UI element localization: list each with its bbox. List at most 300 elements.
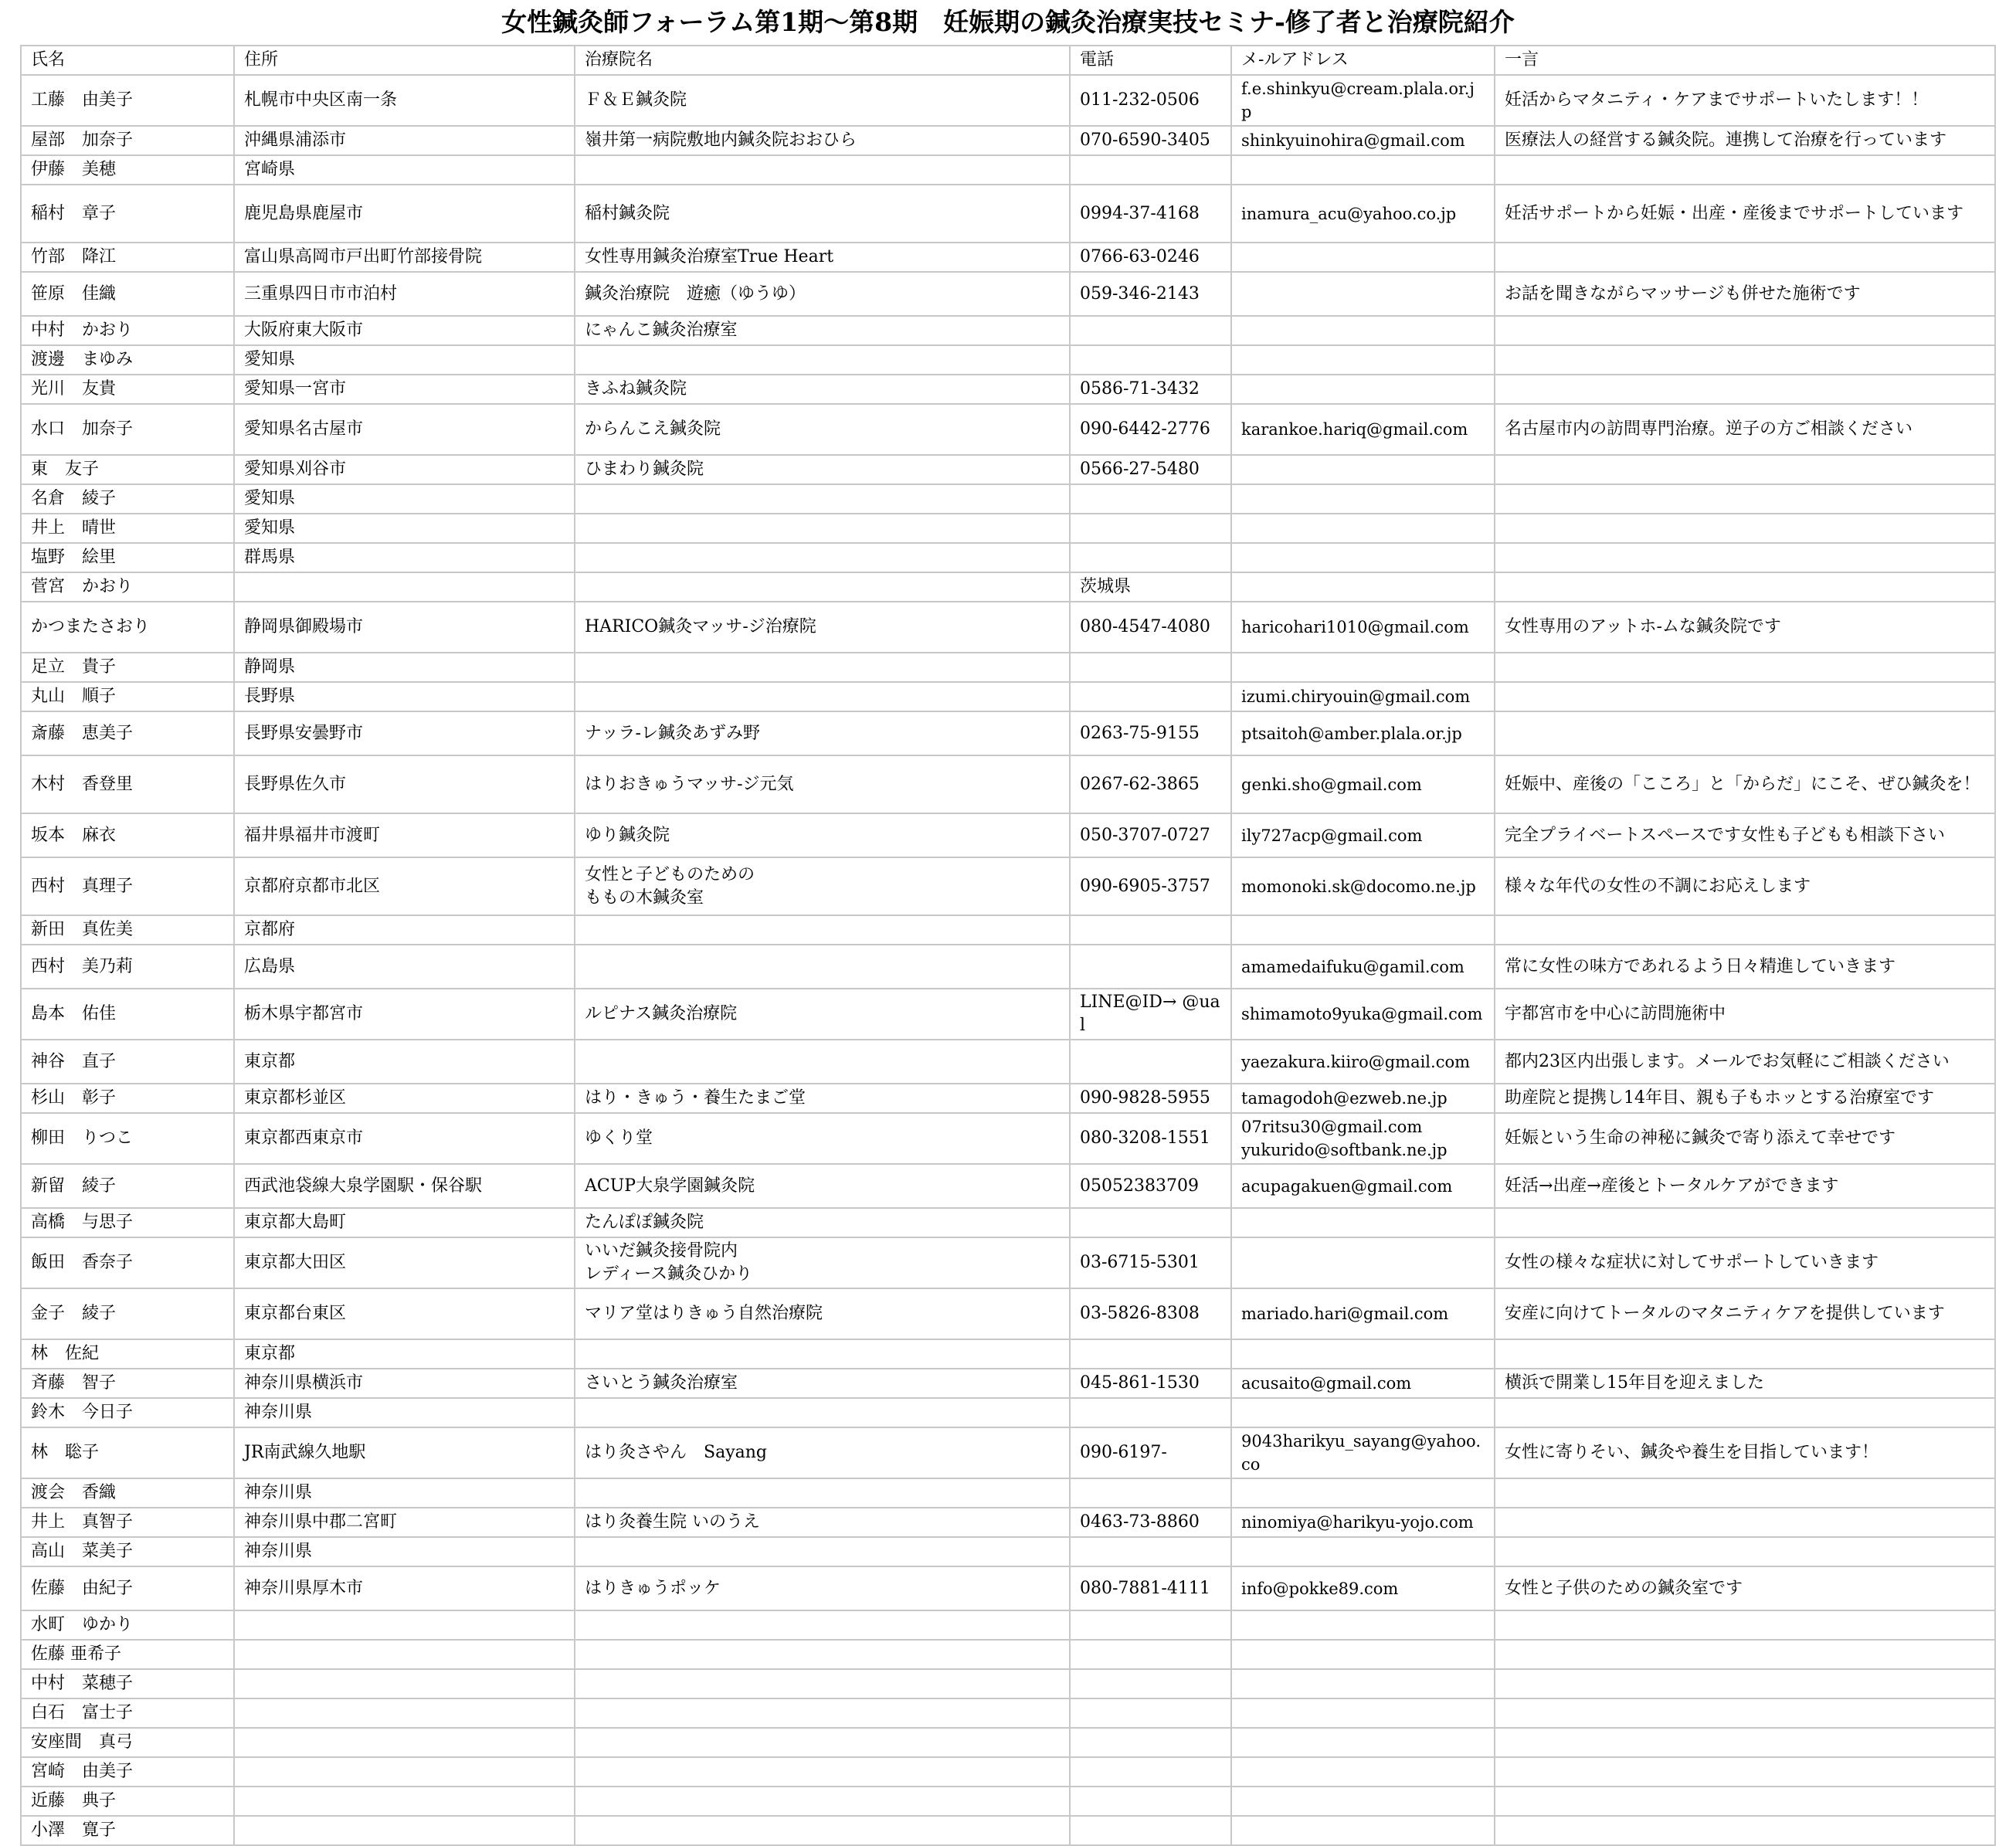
table-row — [21, 1398, 1995, 1427]
address-cell: 鹿児島県鹿屋市 — [234, 185, 575, 243]
clinic-cell: はり灸養生院 いのうえ — [575, 1508, 1070, 1537]
clinic-cell — [575, 543, 1070, 572]
comment-cell — [1495, 1610, 1995, 1640]
table-row — [21, 602, 1995, 653]
address-cell: 栃木県宇都宮市 — [234, 989, 575, 1040]
email-cell — [1231, 1610, 1495, 1640]
email-cell — [1231, 272, 1495, 316]
address-cell — [234, 1669, 575, 1698]
email-cell: 07ritsu30@gmail.com yukurido@softbank.ne.jp — [1231, 1113, 1495, 1164]
clinic-cell — [575, 682, 1070, 711]
email-cell: momonoki.sk@docomo.ne.jp — [1231, 857, 1495, 915]
table-row — [21, 945, 1995, 989]
comment-cell — [1495, 1757, 1995, 1787]
phone-cell — [1070, 1398, 1231, 1427]
comment-cell: 女性の様々な症状に対してサポートしていきます — [1495, 1237, 1995, 1288]
phone-cell — [1070, 316, 1231, 345]
address-cell: 東京都 — [234, 1040, 575, 1084]
name-cell: 新留 綾子 — [21, 1164, 234, 1208]
table-row — [21, 857, 1995, 915]
phone-cell: 059-346-2143 — [1070, 272, 1231, 316]
comment-cell — [1495, 1478, 1995, 1508]
table-row — [21, 455, 1995, 484]
table-row — [21, 375, 1995, 404]
clinic-cell — [575, 1339, 1070, 1369]
comment-cell: 宇都宮市を中心に訪問施術中 — [1495, 989, 1995, 1040]
address-cell — [234, 1640, 575, 1669]
name-cell: 斉藤 智子 — [21, 1369, 234, 1398]
email-cell — [1231, 572, 1495, 602]
address-cell: 愛知県一宮市 — [234, 375, 575, 404]
clinic-cell: からんこえ鍼灸院 — [575, 404, 1070, 455]
address-cell: 愛知県 — [234, 514, 575, 543]
comment-cell — [1495, 711, 1995, 755]
phone-cell — [1070, 1208, 1231, 1237]
clinic-cell: ルピナス鍼灸治療院 — [575, 989, 1070, 1040]
clinic-cell: はり灸さやん Sayang — [575, 1427, 1070, 1478]
name-cell: 西村 美乃莉 — [21, 945, 234, 989]
address-cell: 愛知県名古屋市 — [234, 404, 575, 455]
header-clinic: 治療院名 — [575, 46, 1070, 75]
comment-cell: 医療法人の経営する鍼灸院。連携して治療を行っています — [1495, 126, 1995, 155]
comment-cell: 横浜で開業し15年目を迎えました — [1495, 1369, 1995, 1398]
phone-cell — [1070, 1757, 1231, 1787]
comment-cell: 妊活→出産→産後とトータルケアができます — [1495, 1164, 1995, 1208]
phone-cell — [1070, 1478, 1231, 1508]
name-cell: 西村 真理子 — [21, 857, 234, 915]
email-cell: ily727acp@gmail.com — [1231, 813, 1495, 857]
email-cell — [1231, 915, 1495, 945]
table-row — [21, 1728, 1995, 1757]
name-cell: 近藤 典子 — [21, 1787, 234, 1816]
table-row — [21, 572, 1995, 602]
comment-cell — [1495, 484, 1995, 514]
name-cell: 竹部 降江 — [21, 243, 234, 272]
phone-cell: 0263-75-9155 — [1070, 711, 1231, 755]
name-cell: 足立 貴子 — [21, 653, 234, 682]
address-cell: 静岡県 — [234, 653, 575, 682]
clinic-cell: 嶺井第一病院敷地内鍼灸院おおひら — [575, 126, 1070, 155]
email-cell: inamura_acu@yahoo.co.jp — [1231, 185, 1495, 243]
address-cell — [234, 1728, 575, 1757]
table-body — [21, 75, 1995, 1845]
table-row — [21, 1537, 1995, 1566]
table-row — [21, 915, 1995, 945]
name-cell: 宮崎 由美子 — [21, 1757, 234, 1787]
clinic-cell — [575, 915, 1070, 945]
table-row — [21, 1669, 1995, 1698]
phone-cell: 0766-63-0246 — [1070, 243, 1231, 272]
phone-cell: 05052383709 — [1070, 1164, 1231, 1208]
email-cell — [1231, 243, 1495, 272]
email-cell — [1231, 345, 1495, 375]
phone-cell — [1070, 1698, 1231, 1728]
comment-cell: 妊活からマタニティ・ケアまでサポートいたします！！ — [1495, 75, 1995, 126]
phone-cell — [1070, 1728, 1231, 1757]
email-cell — [1231, 455, 1495, 484]
name-cell: 金子 綾子 — [21, 1288, 234, 1339]
phone-cell — [1070, 1339, 1231, 1369]
email-cell — [1231, 1237, 1495, 1288]
phone-cell: 070-6590-3405 — [1070, 126, 1231, 155]
table-row — [21, 1787, 1995, 1816]
table-row — [21, 75, 1995, 126]
clinic-cell: HARICO鍼灸マッサ-ジ治療院 — [575, 602, 1070, 653]
name-cell: 渡会 香織 — [21, 1478, 234, 1508]
clinic-cell — [575, 945, 1070, 989]
name-cell: 島本 佑佳 — [21, 989, 234, 1040]
email-cell — [1231, 1208, 1495, 1237]
comment-cell — [1495, 1816, 1995, 1845]
address-cell: 神奈川県 — [234, 1478, 575, 1508]
phone-cell — [1070, 1787, 1231, 1816]
email-cell — [1231, 1398, 1495, 1427]
comment-cell: 女性と子供のための鍼灸室です — [1495, 1566, 1995, 1610]
address-cell: 宮崎県 — [234, 155, 575, 185]
table-row — [21, 345, 1995, 375]
comment-cell — [1495, 155, 1995, 185]
address-cell: 愛知県 — [234, 484, 575, 514]
name-cell: 東 友子 — [21, 455, 234, 484]
table-row — [21, 989, 1995, 1040]
table-row — [21, 484, 1995, 514]
phone-cell — [1070, 155, 1231, 185]
phone-cell: 045-861-1530 — [1070, 1369, 1231, 1398]
name-cell: かつまたさおり — [21, 602, 234, 653]
address-cell — [234, 1698, 575, 1728]
email-cell — [1231, 1669, 1495, 1698]
clinic-cell — [575, 1040, 1070, 1084]
clinic-cell: マリア堂はりきゅう自然治療院 — [575, 1288, 1070, 1339]
name-cell: 高山 菜美子 — [21, 1537, 234, 1566]
clinic-cell: ACUP大泉学園鍼灸院 — [575, 1164, 1070, 1208]
email-cell: 9043harikyu_sayang@yahoo.co — [1231, 1427, 1495, 1478]
name-cell: 佐藤 亜希子 — [21, 1640, 234, 1669]
clinic-cell — [575, 155, 1070, 185]
table-row — [21, 1339, 1995, 1369]
clinic-cell: 鍼灸治療院 遊癒（ゆうゆ） — [575, 272, 1070, 316]
table-row — [21, 1698, 1995, 1728]
comment-cell: 女性に寄りそい、鍼灸や養生を目指しています！ — [1495, 1427, 1995, 1478]
phone-cell: 03-5826-8308 — [1070, 1288, 1231, 1339]
name-cell: 井上 真智子 — [21, 1508, 234, 1537]
phone-cell: 050-3707-0727 — [1070, 813, 1231, 857]
comment-cell: 助産院と提携し14年目、親も子もホッとする治療室です — [1495, 1084, 1995, 1113]
phone-cell: 0994-37-4168 — [1070, 185, 1231, 243]
address-cell: 神奈川県厚木市 — [234, 1566, 575, 1610]
clinic-cell: Ｆ＆Ｅ鍼灸院 — [575, 75, 1070, 126]
address-cell — [234, 1610, 575, 1640]
name-cell: 屋部 加奈子 — [21, 126, 234, 155]
email-cell: mariado.hari@gmail.com — [1231, 1288, 1495, 1339]
clinic-cell — [575, 1787, 1070, 1816]
clinic-cell: いいだ鍼灸接骨院内 レディース鍼灸ひかり — [575, 1237, 1070, 1288]
phone-cell — [1070, 1640, 1231, 1669]
email-cell — [1231, 1728, 1495, 1757]
phone-cell: 090-6442-2776 — [1070, 404, 1231, 455]
comment-cell — [1495, 1339, 1995, 1369]
phone-cell: 080-3208-1551 — [1070, 1113, 1231, 1164]
email-cell — [1231, 1339, 1495, 1369]
address-cell: 広島県 — [234, 945, 575, 989]
email-cell — [1231, 1537, 1495, 1566]
address-cell: 東京都 — [234, 1339, 575, 1369]
comment-cell: 完全プライベートスペースです女性も子どもも相談下さい — [1495, 813, 1995, 857]
phone-cell — [1070, 1040, 1231, 1084]
name-cell: 林 聡子 — [21, 1427, 234, 1478]
name-cell: 小澤 寛子 — [21, 1816, 234, 1845]
address-cell: 群馬県 — [234, 543, 575, 572]
comment-cell — [1495, 375, 1995, 404]
clinic-cell — [575, 1640, 1070, 1669]
address-cell — [234, 1757, 575, 1787]
table-row — [21, 755, 1995, 813]
table-row — [21, 155, 1995, 185]
address-cell: 長野県安曇野市 — [234, 711, 575, 755]
email-cell — [1231, 1698, 1495, 1728]
table-row — [21, 243, 1995, 272]
phone-cell: 0586-71-3432 — [1070, 375, 1231, 404]
name-cell: 白石 富士子 — [21, 1698, 234, 1728]
header-row — [21, 46, 1995, 75]
phone-cell: 090-6197- — [1070, 1427, 1231, 1478]
name-cell: 斎藤 恵美子 — [21, 711, 234, 755]
email-cell: yaezakura.kiiro@gmail.com — [1231, 1040, 1495, 1084]
address-cell: 東京都西東京市 — [234, 1113, 575, 1164]
phone-cell — [1070, 514, 1231, 543]
clinic-cell — [575, 484, 1070, 514]
address-cell: 愛知県 — [234, 345, 575, 375]
table-row — [21, 272, 1995, 316]
phone-cell: 0566-27-5480 — [1070, 455, 1231, 484]
clinic-cell: ゆり鍼灸院 — [575, 813, 1070, 857]
clinic-cell: 女性と子どものための ももの木鍼灸室 — [575, 857, 1070, 915]
table-row — [21, 1084, 1995, 1113]
clinic-cell — [575, 1728, 1070, 1757]
comment-cell — [1495, 1508, 1995, 1537]
comment-cell: 妊娠という生命の神秘に鍼灸で寄り添えて幸せです — [1495, 1113, 1995, 1164]
clinic-cell — [575, 1698, 1070, 1728]
comment-cell: お話を聞きながらマッサージも併せた施術です — [1495, 272, 1995, 316]
email-cell — [1231, 155, 1495, 185]
name-cell: 安座間 真弓 — [21, 1728, 234, 1757]
phone-cell: 090-6905-3757 — [1070, 857, 1231, 915]
comment-cell — [1495, 345, 1995, 375]
table-row — [21, 543, 1995, 572]
table-row — [21, 1427, 1995, 1478]
table-row — [21, 404, 1995, 455]
phone-cell: 03-6715-5301 — [1070, 1237, 1231, 1288]
name-cell: 光川 友貴 — [21, 375, 234, 404]
header-email: メ-ルアドレス — [1231, 46, 1495, 75]
clinic-cell: 女性専用鍼灸治療室True Heart — [575, 243, 1070, 272]
table-row — [21, 813, 1995, 857]
email-cell — [1231, 543, 1495, 572]
name-cell: 佐藤 由紀子 — [21, 1566, 234, 1610]
table-row — [21, 514, 1995, 543]
phone-cell: 011-232-0506 — [1070, 75, 1231, 126]
address-cell: 三重県四日市市泊村 — [234, 272, 575, 316]
name-cell: 新田 真佐美 — [21, 915, 234, 945]
email-cell — [1231, 316, 1495, 345]
phone-cell: 080-4547-4080 — [1070, 602, 1231, 653]
clinic-cell — [575, 1398, 1070, 1427]
phone-cell — [1070, 1610, 1231, 1640]
address-cell — [234, 572, 575, 602]
email-cell — [1231, 375, 1495, 404]
clinic-cell: はり・きゅう・養生たまご堂 — [575, 1084, 1070, 1113]
name-cell: 笹原 佳織 — [21, 272, 234, 316]
table-row — [21, 653, 1995, 682]
table-row — [21, 1640, 1995, 1669]
address-cell: 西武池袋線大泉学園駅・保谷駅 — [234, 1164, 575, 1208]
name-cell: 木村 香登里 — [21, 755, 234, 813]
name-cell: 塩野 絵里 — [21, 543, 234, 572]
address-cell: 富山県高岡市戸出町竹部接骨院 — [234, 243, 575, 272]
comment-cell — [1495, 682, 1995, 711]
address-cell: JR南武線久地駅 — [234, 1427, 575, 1478]
clinic-cell: にゃんこ鍼灸治療室 — [575, 316, 1070, 345]
table-row — [21, 1040, 1995, 1084]
clinic-cell — [575, 1757, 1070, 1787]
comment-cell — [1495, 514, 1995, 543]
table-row — [21, 1508, 1995, 1537]
email-cell: acupagakuen@gmail.com — [1231, 1164, 1495, 1208]
address-cell: 札幌市中央区南一条 — [234, 75, 575, 126]
comment-cell — [1495, 455, 1995, 484]
phone-cell: LINE@ID→ @ual — [1070, 989, 1231, 1040]
address-cell: 神奈川県中郡二宮町 — [234, 1508, 575, 1537]
comment-cell — [1495, 1640, 1995, 1669]
email-cell: acusaito@gmail.com — [1231, 1369, 1495, 1398]
phone-cell: 080-7881-4111 — [1070, 1566, 1231, 1610]
email-cell — [1231, 1478, 1495, 1508]
comment-cell — [1495, 1728, 1995, 1757]
address-cell: 東京都杉並区 — [234, 1084, 575, 1113]
comment-cell — [1495, 1398, 1995, 1427]
phone-cell — [1070, 682, 1231, 711]
table-row — [21, 1757, 1995, 1787]
name-cell: 神谷 直子 — [21, 1040, 234, 1084]
name-cell: 名倉 綾子 — [21, 484, 234, 514]
comment-cell: 妊娠中、産後の「こころ」と「からだ」にこそ、ぜひ鍼灸を！ — [1495, 755, 1995, 813]
header-comment: 一言 — [1495, 46, 1995, 75]
email-cell — [1231, 484, 1495, 514]
address-cell: 大阪府東大阪市 — [234, 316, 575, 345]
address-cell: 沖縄県浦添市 — [234, 126, 575, 155]
address-cell: 神奈川県 — [234, 1398, 575, 1427]
name-cell: 丸山 順子 — [21, 682, 234, 711]
table-row — [21, 1164, 1995, 1208]
name-cell: 鈴木 今日子 — [21, 1398, 234, 1427]
comment-cell: 都内23区内出張します。メールでお気軽にご相談ください — [1495, 1040, 1995, 1084]
email-cell — [1231, 1757, 1495, 1787]
email-cell: shinkyuinohira@gmail.com — [1231, 126, 1495, 155]
clinic-cell — [575, 572, 1070, 602]
email-cell: izumi.chiryouin@gmail.com — [1231, 682, 1495, 711]
email-cell: shimamoto9yuka@gmail.com — [1231, 989, 1495, 1040]
header-phone: 電話 — [1070, 46, 1231, 75]
email-cell — [1231, 1787, 1495, 1816]
comment-cell — [1495, 316, 1995, 345]
header-name: 氏名 — [21, 46, 234, 75]
table-row — [21, 1288, 1995, 1339]
clinic-cell: 稲村鍼灸院 — [575, 185, 1070, 243]
phone-cell — [1070, 1669, 1231, 1698]
address-cell: 神奈川県 — [234, 1537, 575, 1566]
name-cell: 坂本 麻衣 — [21, 813, 234, 857]
table-row — [21, 316, 1995, 345]
phone-cell: 0463-73-8860 — [1070, 1508, 1231, 1537]
table-row — [21, 1610, 1995, 1640]
comment-cell — [1495, 915, 1995, 945]
address-cell: 京都府京都市北区 — [234, 857, 575, 915]
address-cell: 長野県 — [234, 682, 575, 711]
comment-cell — [1495, 543, 1995, 572]
comment-cell — [1495, 572, 1995, 602]
name-cell: 井上 晴世 — [21, 514, 234, 543]
comment-cell — [1495, 653, 1995, 682]
comment-cell — [1495, 1208, 1995, 1237]
clinic-cell: たんぽぽ鍼灸院 — [575, 1208, 1070, 1237]
name-cell: 稲村 章子 — [21, 185, 234, 243]
email-cell: info@pokke89.com — [1231, 1566, 1495, 1610]
name-cell: 水口 加奈子 — [21, 404, 234, 455]
clinic-cell — [575, 1669, 1070, 1698]
clinic-cell — [575, 514, 1070, 543]
phone-cell: 0267-62-3865 — [1070, 755, 1231, 813]
email-cell: f.e.shinkyu@cream.plala.or.jp — [1231, 75, 1495, 126]
comment-cell: 妊活サポートから妊娠・出産・産後までサポートしています — [1495, 185, 1995, 243]
comment-cell — [1495, 1787, 1995, 1816]
table-row — [21, 1478, 1995, 1508]
phone-cell — [1070, 1816, 1231, 1845]
email-cell: amamedaifuku@gamil.com — [1231, 945, 1495, 989]
table-row — [21, 185, 1995, 243]
phone-cell: 茨城県 — [1070, 572, 1231, 602]
clinic-cell — [575, 1478, 1070, 1508]
name-cell: 飯田 香奈子 — [21, 1237, 234, 1288]
phone-cell: 090-9828-5955 — [1070, 1084, 1231, 1113]
table-row — [21, 1566, 1995, 1610]
clinic-cell — [575, 345, 1070, 375]
email-cell — [1231, 653, 1495, 682]
name-cell: 林 佐紀 — [21, 1339, 234, 1369]
clinic-cell — [575, 1816, 1070, 1845]
comment-cell: 女性専用のアットホ-ムな鍼灸院です — [1495, 602, 1995, 653]
table-row — [21, 682, 1995, 711]
phone-cell — [1070, 945, 1231, 989]
email-cell — [1231, 514, 1495, 543]
clinic-cell: ナッラ-レ鍼灸あずみ野 — [575, 711, 1070, 755]
address-cell: 神奈川県横浜市 — [234, 1369, 575, 1398]
clinic-cell: さいとう鍼灸治療室 — [575, 1369, 1070, 1398]
phone-cell — [1070, 543, 1231, 572]
address-cell — [234, 1816, 575, 1845]
email-cell: genki.sho@gmail.com — [1231, 755, 1495, 813]
address-cell: 福井県福井市渡町 — [234, 813, 575, 857]
name-cell: 杉山 彰子 — [21, 1084, 234, 1113]
name-cell: 中村 かおり — [21, 316, 234, 345]
table-row — [21, 126, 1995, 155]
clinic-cell: きふね鍼灸院 — [575, 375, 1070, 404]
name-cell: 伊藤 美穂 — [21, 155, 234, 185]
name-cell: 渡邊 まゆみ — [21, 345, 234, 375]
table-row — [21, 711, 1995, 755]
comment-cell — [1495, 1537, 1995, 1566]
name-cell: 工藤 由美子 — [21, 75, 234, 126]
email-cell — [1231, 1640, 1495, 1669]
